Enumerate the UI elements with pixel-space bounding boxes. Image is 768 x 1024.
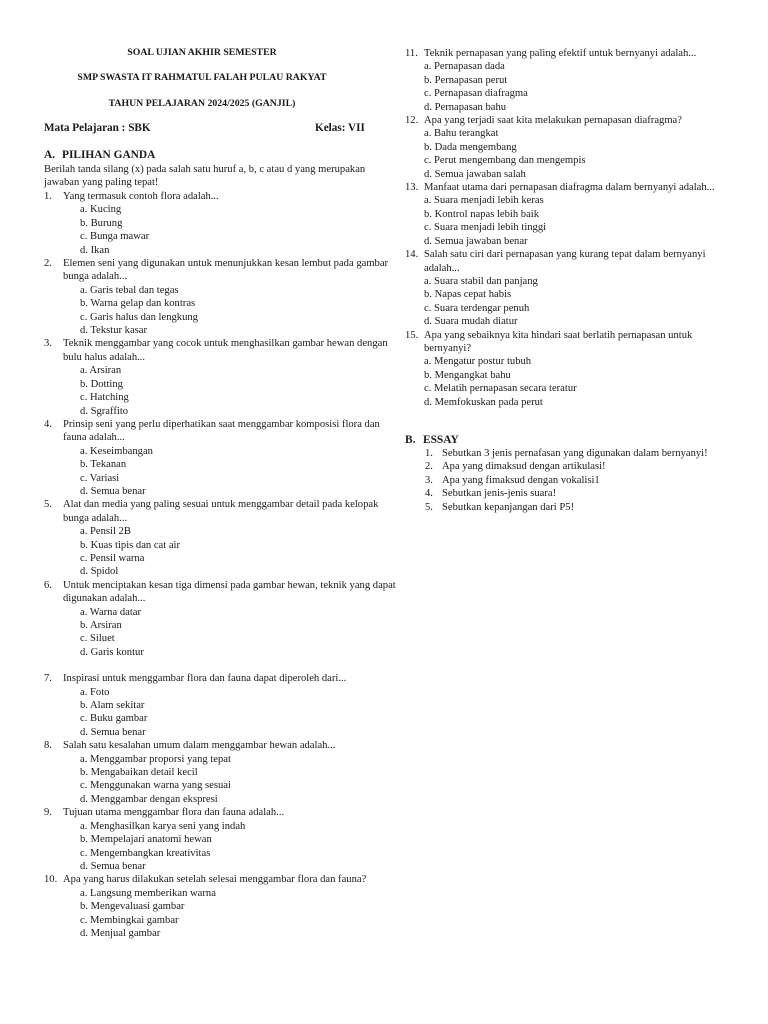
- answer-option: b. Mengangkat bahu: [424, 369, 511, 381]
- answer-option: c. Suara terdengar penuh: [424, 302, 530, 314]
- question-item: [44, 873, 400, 940]
- option-list: [63, 753, 400, 807]
- answer-option: a. Suara menjadi lebih keras: [424, 195, 544, 207]
- question-text: Inspirasi untuk menggambar flora dan fauna dapat diperoleh dari...: [63, 673, 347, 685]
- class-label: Kelas: VII: [315, 122, 365, 134]
- answer-option: d. Ikan: [80, 244, 110, 256]
- question-text: Tujuan utama menggambar flora dan fauna adalah...: [63, 807, 285, 819]
- question-item: [405, 181, 735, 248]
- section-a-letter: A.: [44, 149, 56, 161]
- essay-text: Apa yang fimaksud dengan vokalisi1: [442, 474, 600, 486]
- question-number: 8.: [44, 740, 52, 752]
- answer-option: a. Suara stabil dan panjang: [424, 275, 538, 287]
- answer-option: c. Menggunakan warna yang sesuai: [80, 780, 231, 792]
- essay-number: 3.: [425, 474, 433, 486]
- essay-number: 4.: [425, 488, 433, 500]
- question-number: 10.: [44, 874, 58, 886]
- option-list: [424, 355, 735, 409]
- essay-question: [405, 501, 735, 514]
- essay-text: Sebutkan kepanjangan dari P5!: [442, 501, 575, 513]
- question-number: 1.: [44, 191, 52, 202]
- answer-option: c. Pernapasan diafragma: [424, 88, 528, 100]
- option-list: [424, 60, 735, 114]
- question-text: Yang termasuk contoh flora adalah...: [63, 191, 219, 202]
- answer-option: d. Menjual gambar: [80, 927, 161, 939]
- school-name: SMP SWASTA IT RAHMATUL FALAH PULAU RAKYAT: [77, 72, 327, 83]
- essay-number: 2.: [425, 461, 433, 473]
- answer-option: b. Pernapasan perut: [424, 74, 508, 86]
- answer-option: a. Keseimbangan: [80, 445, 153, 457]
- answer-option: b. Dotting: [80, 378, 123, 390]
- question-number: 12.: [405, 115, 419, 127]
- question-text: Apa yang terjadi saat kita melakukan pernapasan diafragma?: [424, 115, 682, 127]
- question-number: 7.: [44, 673, 52, 685]
- answer-option: c. Variasi: [80, 472, 120, 484]
- answer-option: b. Kontrol napas lebih baik: [424, 208, 540, 220]
- question-number: 5.: [44, 499, 52, 511]
- answer-option: b. Tekanan: [80, 459, 127, 471]
- answer-option: d. Semua jawaban salah: [424, 168, 526, 180]
- answer-option: a. Menghasilkan karya seni yang indah: [80, 820, 246, 832]
- option-list: [63, 284, 400, 338]
- question-item: [44, 418, 400, 498]
- answer-option: d. Garis kontur: [80, 646, 144, 658]
- answer-option: a. Arsiran: [80, 365, 122, 377]
- answer-option: a. Langsung memberikan warna: [80, 887, 216, 899]
- answer-option: b. Mempelajari anatomi hewan: [80, 834, 212, 846]
- answer-option: c. Mengembangkan kreativitas: [80, 847, 211, 859]
- question-item: [44, 739, 400, 806]
- question-item: [44, 190, 400, 257]
- option-list: [63, 364, 400, 418]
- question-item: [44, 806, 400, 873]
- option-list: [63, 445, 400, 499]
- question-text: Salah satu kesalahan umum dalam menggambar hewan adalah...: [63, 740, 336, 752]
- answer-option: b. Alam sekitar: [80, 700, 145, 712]
- answer-option: a. Garis tebal dan tegas: [80, 284, 179, 296]
- essay-text: Apa yang dimaksud dengan artikulasi!: [442, 461, 606, 473]
- academic-year: TAHUN PELAJARAN 2024/2025 (GANJIL): [108, 98, 296, 109]
- section-b-title: [405, 434, 459, 447]
- answer-option: c. Suara menjadi lebih tinggi: [424, 222, 547, 234]
- section-a-instruction: Berilah tanda silang (x) pada salah satu huruf a, b, c atau d yang merupakan jawaban yang paling tepat!: [44, 164, 366, 189]
- question-number: 2.: [44, 258, 52, 270]
- question-number: 11.: [405, 48, 418, 59]
- answer-option: d. Semua benar: [80, 860, 146, 872]
- answer-option: a. Warna datar: [80, 606, 142, 618]
- essay-list: [405, 447, 735, 514]
- question-text: Prinsip seni yang perlu diperhatikan saat menggambar komposisi flora dan fauna adalah...: [63, 418, 380, 444]
- question-text: Untuk menciptakan kesan tiga dimensi pada gambar hewan, teknik yang dapat digunakan adalah...: [63, 579, 396, 605]
- essay-text: Sebutkan 3 jenis pernafasan yang digunakan dalam bernyanyi!: [442, 448, 708, 459]
- option-list: [424, 194, 735, 248]
- spacer: [44, 659, 400, 672]
- essay-number: 1.: [425, 448, 433, 459]
- answer-option: c. Bunga mawar: [80, 231, 150, 243]
- answer-option: c. Garis halus dan lengkung: [80, 311, 198, 323]
- section-b-letter: B.: [405, 434, 416, 446]
- answer-option: b. Arsiran: [80, 620, 122, 631]
- answer-option: c. Perut mengembang dan mengempis: [424, 155, 586, 167]
- question-text: Apa yang harus dilakukan setelah selesai menggambar flora dan fauna?: [63, 874, 367, 886]
- question-item: [405, 114, 735, 181]
- question-text: Elemen seni yang digunakan untuk menunjukkan kesan lembut pada gambar bunga adalah...: [63, 258, 389, 283]
- answer-option: b. Warna gelap dan kontras: [80, 298, 196, 310]
- answer-option: d. Semua benar: [80, 726, 146, 738]
- essay-question: [405, 487, 735, 500]
- answer-option: b. Mengabaikan detail kecil: [80, 767, 198, 779]
- section-a-title: [44, 149, 155, 162]
- question-item: [44, 498, 400, 578]
- question-item: [405, 248, 735, 328]
- exam-title: SOAL UJIAN AKHIR SEMESTER: [127, 47, 277, 58]
- answer-option: c. Membingkai gambar: [80, 914, 179, 926]
- option-list: [63, 525, 400, 579]
- essay-number: 5.: [425, 501, 433, 513]
- question-text: Teknik menggambar yang cocok untuk menghasilkan gambar hewan dengan bulu halus adalah...: [63, 338, 388, 363]
- answer-option: d. Spidol: [80, 566, 119, 578]
- answer-option: a. Menggambar proporsi yang tepat: [80, 753, 231, 765]
- option-list: [63, 686, 400, 740]
- question-number: 15.: [405, 329, 419, 341]
- question-text: Apa yang sebaiknya kita hindari saat berlatih pernapasan untuk bernyanyi?: [424, 329, 693, 354]
- subject-label: Mata Pelajaran : SBK: [44, 122, 151, 134]
- question-number: 13.: [405, 182, 419, 194]
- answer-option: a. Pernapasan dada: [424, 61, 505, 73]
- answer-option: c. Pensil warna: [80, 552, 145, 564]
- option-list: [63, 887, 400, 941]
- question-item: [44, 257, 400, 337]
- answer-option: c. Hatching: [80, 392, 129, 404]
- answer-option: b. Napas cepat habis: [424, 289, 512, 301]
- answer-option: d. Suara mudah diatur: [424, 316, 518, 328]
- essay-question: [405, 447, 735, 460]
- answer-option: b. Burung: [80, 217, 123, 229]
- question-item: [44, 579, 400, 659]
- essay-question: [405, 460, 735, 473]
- answer-option: d. Sgraffito: [80, 405, 129, 417]
- option-list: [63, 606, 400, 660]
- question-text: Alat dan media yang paling sesuai untuk menggambar detail pada kelopak bunga adalah...: [63, 499, 379, 524]
- answer-option: b. Dada mengembang: [424, 141, 517, 153]
- option-list: [424, 127, 735, 181]
- question-item: [44, 672, 400, 739]
- multiple-choice-list-left: [44, 190, 400, 940]
- answer-option: d. Tekstur kasar: [80, 325, 148, 337]
- answer-option: a. Mengatur postur tubuh: [424, 356, 532, 368]
- question-number: 4.: [44, 418, 52, 430]
- question-text: Salah satu ciri dari pernapasan yang kurang tepat dalam bernyanyi adalah...: [424, 249, 706, 274]
- answer-option: d. Semua jawaban benar: [424, 235, 528, 247]
- section-b-label: ESSAY: [423, 434, 459, 446]
- question-number: 3.: [44, 338, 52, 350]
- essay-question: [405, 474, 735, 487]
- question-number: 14.: [405, 249, 419, 261]
- question-text: Manfaat utama dari pernapasan diafragma dalam bernyanyi adalah...: [424, 182, 715, 194]
- question-item: [405, 329, 735, 409]
- option-list: [63, 820, 400, 874]
- question-item: [44, 337, 400, 417]
- answer-option: d. Memfokuskan pada perut: [424, 396, 543, 408]
- question-item: [405, 47, 735, 114]
- answer-option: b. Kuas tipis dan cat air: [80, 539, 181, 551]
- question-number: 9.: [44, 807, 52, 819]
- answer-option: c. Melatih pernapasan secara teratur: [424, 383, 577, 395]
- option-list: [63, 203, 400, 257]
- question-text: Teknik pernapasan yang paling efektif untuk bernyanyi adalah...: [424, 48, 697, 59]
- section-a-label: PILIHAN GANDA: [62, 149, 156, 161]
- answer-option: a. Bahu terangkat: [424, 128, 499, 140]
- answer-option: a. Pensil 2B: [80, 526, 131, 538]
- exam-meta: [44, 122, 374, 135]
- question-number: 6.: [44, 579, 52, 591]
- answer-option: a. Kucing: [80, 204, 122, 216]
- answer-option: b. Mengevaluasi gambar: [80, 901, 185, 913]
- essay-text: Sebutkan jenis-jenis suara!: [442, 488, 557, 500]
- answer-option: d. Pernapasan bahu: [424, 101, 507, 113]
- multiple-choice-list-right: [405, 47, 735, 409]
- answer-option: a. Foto: [80, 686, 110, 698]
- answer-option: c. Buku gambar: [80, 713, 148, 725]
- answer-option: d. Menggambar dengan ekspresi: [80, 793, 218, 805]
- answer-option: d. Semua benar: [80, 485, 146, 497]
- option-list: [424, 275, 735, 329]
- answer-option: c. Siluet: [80, 633, 115, 645]
